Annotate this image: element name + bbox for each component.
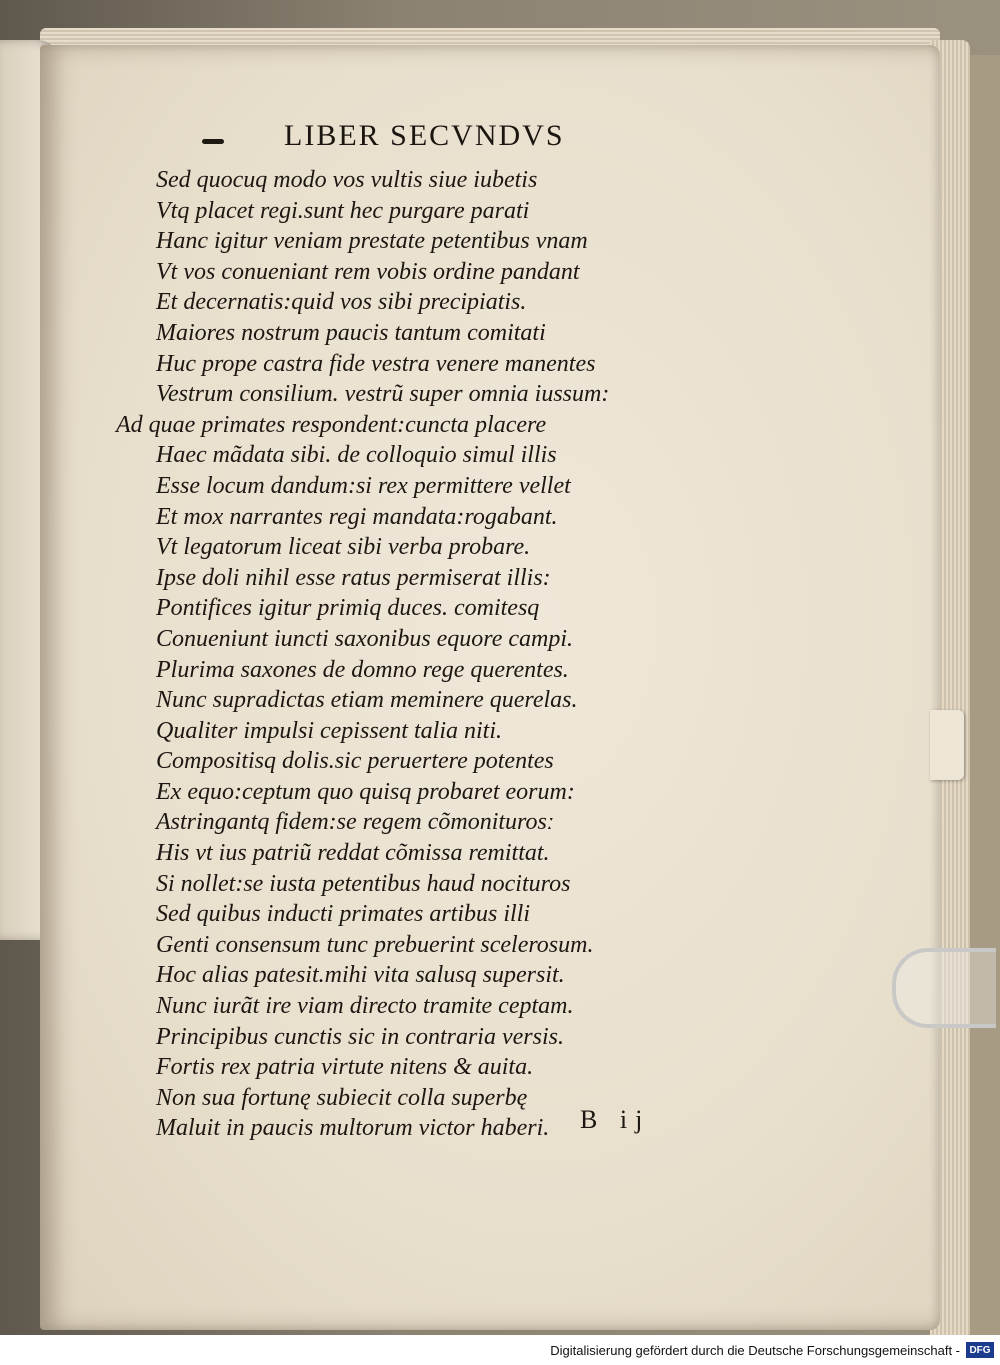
paper-clip <box>892 948 996 1028</box>
verse-line: Ad quae primates respondent:cuncta placere <box>116 411 547 438</box>
verse-line: His vt ius patriũ reddat cõmissa remittat. <box>156 840 550 867</box>
verse-line: Sed quocuq modo vos vultis siue iubetis <box>156 167 538 193</box>
verse-line: Esse locum dandum:si rex permittere vellet <box>156 472 571 499</box>
verse-line: Haec mãdata sibi. de colloquio simul illis <box>156 442 557 469</box>
paper-tab-marker <box>930 710 964 780</box>
verse-line: Ex equo:ceptum quo quisq probaret eorum: <box>156 778 575 805</box>
verse-line: Qualiter impulsi cepissent talia niti. <box>156 717 502 744</box>
running-header: LIBER SECVNDVS <box>284 119 565 152</box>
verse-line: Fortis rex patria virtute nitens & auita. <box>156 1054 534 1081</box>
verse-line: Ipse doli nihil esse ratus permiserat illis: <box>156 564 551 591</box>
verse-line: Vt legatorum liceat sibi verba probare. <box>156 534 531 561</box>
verse-line: Si nollet:se iusta petentibus haud nocituros <box>156 870 571 897</box>
verse-line: Maiores nostrum paucis tantum comitati <box>156 319 546 346</box>
verse-line: Principibus cunctis sic in contraria versis. <box>156 1023 564 1050</box>
digitization-footer <box>550 1339 994 1361</box>
book-page <box>40 45 940 1330</box>
footer-credit-text: Digitalisierung gefördert durch die Deutsche Forschungsgemeinschaft - <box>550 1342 960 1358</box>
verse-line: Conueniunt iuncti saxonibus equore campi. <box>156 625 574 652</box>
verse-line: Huc prope castra fide vestra venere manentes <box>156 350 596 377</box>
verse-line: Et decernatis:quid vos sibi precipiatis. <box>156 289 527 316</box>
header-dash-ornament <box>202 139 224 144</box>
verse-line: Astringantq fidem:se regem cõmoniturosː <box>156 809 554 836</box>
verse-line: Genti consensum tunc prebuerint scelerosum. <box>156 931 594 958</box>
verse-line: Compositisq dolis.sic peruertere potentes <box>156 748 554 775</box>
dfg-logo-icon: DFG <box>966 1342 994 1358</box>
verse-line: Nunc supradictas etiam meminere querelas. <box>156 687 578 714</box>
verse-line: Plurima saxones de domno rege querentes. <box>156 656 569 683</box>
verse-line: Et mox narrantes regi mandata:rogabant. <box>156 503 558 530</box>
verse-line: Vt vos conueniant rem vobis ordine pandant <box>156 258 580 285</box>
verse-line: Vtq placet regi.sunt hec purgare parati <box>156 197 530 224</box>
verse-line: Pontifices igitur primiq duces. comitesq <box>156 595 540 622</box>
verse-line: Nunc iurãt ire viam directo tramite ceptam. <box>156 993 574 1020</box>
verse-line: Hoc alias patesit.mihi vita salusq supersit. <box>156 962 565 989</box>
verse-line: Hanc igitur veniam prestate petentibus vnam <box>156 228 588 255</box>
signature-mark: B ij <box>580 1105 651 1134</box>
verse-line: Vestrum consilium. vestrũ super omnia iussum: <box>156 381 610 408</box>
verse-block <box>116 165 736 1144</box>
verse-line: Maluit in paucis multorum victor haberi. <box>156 1115 550 1142</box>
verse-line: Sed quibus inducti primates artibus illi <box>156 901 531 928</box>
verse-line: Non sua fortunę subiecit colla superbę <box>156 1084 528 1111</box>
